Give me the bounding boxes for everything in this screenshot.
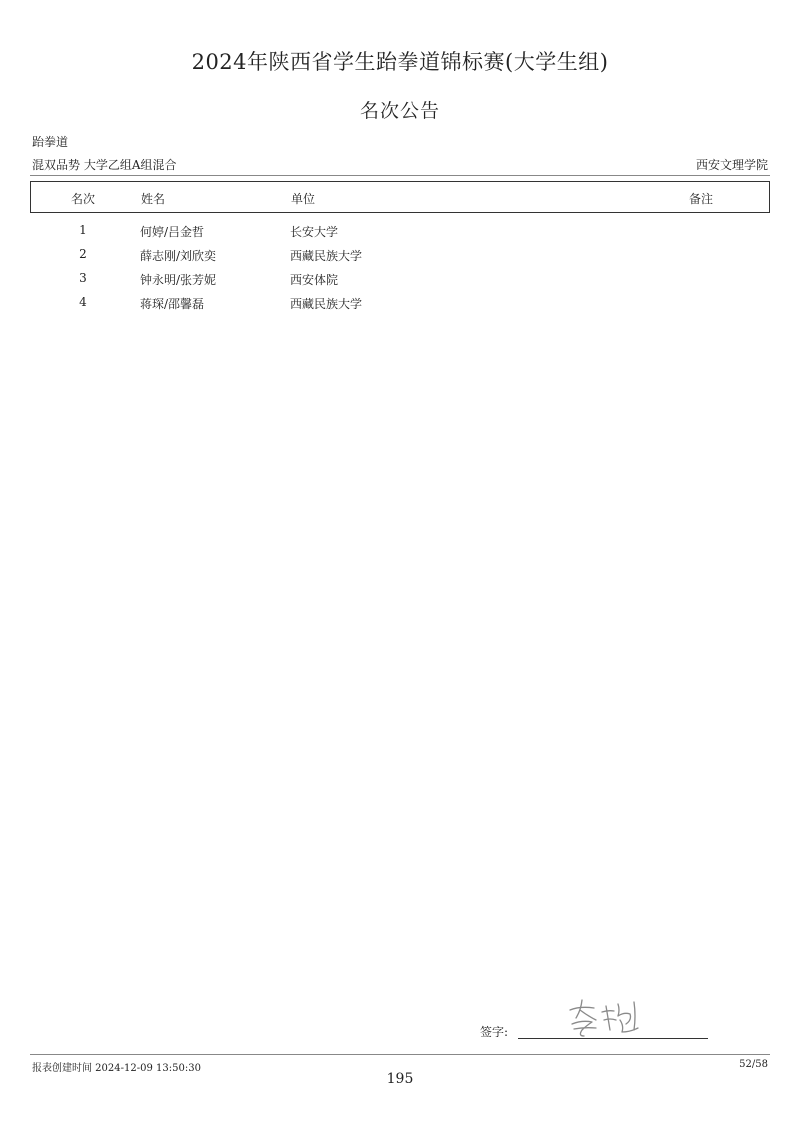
organizer-label: 西安文理学院 [695, 158, 768, 172]
row-rank: 3 [79, 271, 87, 285]
page-number: 195 [386, 1071, 414, 1087]
row-name: 何婷/吕金哲 [140, 225, 205, 239]
signature-label: 签字: [480, 1025, 509, 1039]
header-note: 备注 [689, 192, 714, 206]
signature-line [518, 1038, 708, 1039]
row-unit: 西藏民族大学 [290, 249, 363, 263]
row-rank: 4 [79, 295, 87, 309]
page-index: 52/58 [739, 1059, 768, 1070]
document-title: 2024年陕西省学生跆拳道锦标赛(大学生组) [191, 50, 609, 74]
top-divider [30, 175, 770, 176]
table-row [0, 247, 800, 271]
row-name: 钟永明/张芳妮 [140, 273, 217, 287]
header-unit: 单位 [291, 192, 316, 206]
header-rank: 名次 [71, 192, 96, 206]
bottom-divider [30, 1054, 770, 1055]
sport-label: 跆拳道 [32, 135, 69, 149]
row-unit: 西藏民族大学 [290, 297, 363, 311]
results-list [0, 223, 800, 319]
row-rank: 1 [79, 223, 87, 237]
event-label: 混双品势 大学乙组A组混合 [32, 158, 177, 172]
row-unit: 长安大学 [290, 225, 339, 239]
row-name: 蒋琛/邵馨磊 [140, 297, 205, 311]
report-created-time: 报表创建时间 2024-12-09 13:50:30 [32, 1063, 201, 1074]
row-unit: 西安体院 [290, 273, 339, 287]
row-name: 薛志刚/刘欣奕 [140, 249, 217, 263]
table-row [0, 271, 800, 295]
table-row [0, 295, 800, 319]
handwritten-signature [560, 996, 650, 1040]
row-rank: 2 [79, 247, 87, 261]
document-subtitle: 名次公告 [359, 100, 440, 122]
table-row [0, 223, 800, 247]
header-name: 姓名 [141, 192, 166, 206]
table-header [30, 181, 770, 213]
